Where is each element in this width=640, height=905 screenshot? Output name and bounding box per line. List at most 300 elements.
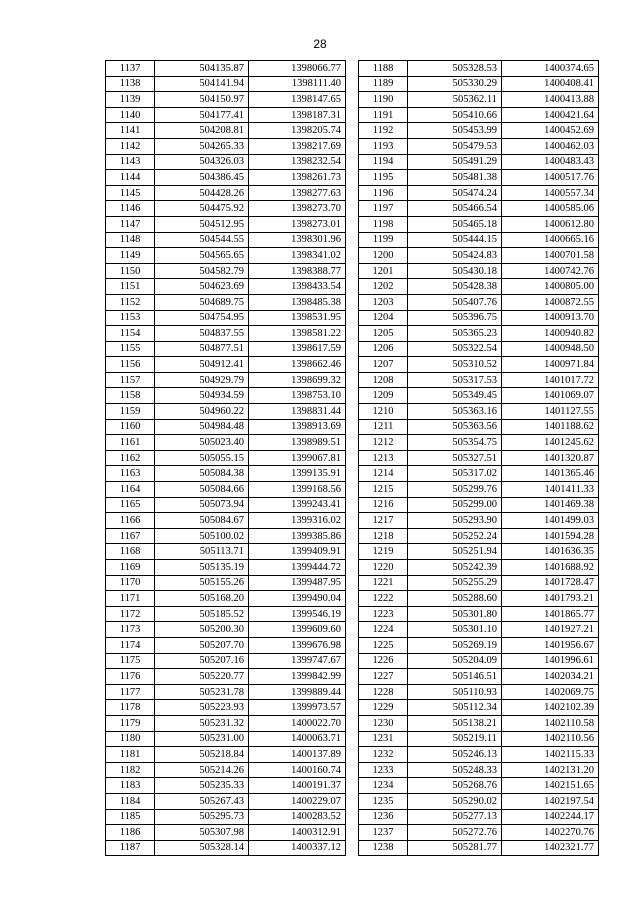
y-coordinate-cell: 1400665.16 xyxy=(501,232,598,248)
table-row xyxy=(359,622,599,638)
y-coordinate-cell: 1401365.46 xyxy=(501,466,598,482)
table-row xyxy=(106,279,346,295)
point-number-cell: 1226 xyxy=(359,653,408,669)
y-coordinate-cell: 1398147.65 xyxy=(248,92,345,108)
y-coordinate-cell: 1402110.58 xyxy=(501,715,598,731)
table-row xyxy=(359,653,599,669)
point-number-cell: 1232 xyxy=(359,747,408,763)
table-row xyxy=(359,669,599,685)
table-row xyxy=(106,747,346,763)
coordinates-table-right xyxy=(358,60,599,856)
x-coordinate-cell: 505231.00 xyxy=(155,731,249,747)
point-number-cell: 1223 xyxy=(359,606,408,622)
x-coordinate-cell: 504512.95 xyxy=(155,216,249,232)
point-number-cell: 1183 xyxy=(106,778,155,794)
x-coordinate-cell: 504837.55 xyxy=(155,326,249,342)
point-number-cell: 1224 xyxy=(359,622,408,638)
x-coordinate-cell: 505317.53 xyxy=(408,372,502,388)
point-number-cell: 1179 xyxy=(106,715,155,731)
table-row xyxy=(106,497,346,513)
point-number-cell: 1171 xyxy=(106,591,155,607)
point-number-cell: 1147 xyxy=(106,216,155,232)
table-row xyxy=(359,357,599,373)
x-coordinate-cell: 504754.95 xyxy=(155,310,249,326)
x-coordinate-cell: 505248.33 xyxy=(408,762,502,778)
y-coordinate-cell: 1398485.38 xyxy=(248,294,345,310)
x-coordinate-cell: 505267.43 xyxy=(155,793,249,809)
x-coordinate-cell: 505354.75 xyxy=(408,435,502,451)
point-number-cell: 1165 xyxy=(106,497,155,513)
point-number-cell: 1225 xyxy=(359,637,408,653)
table-row xyxy=(359,263,599,279)
point-number-cell: 1210 xyxy=(359,404,408,420)
point-number-cell: 1203 xyxy=(359,294,408,310)
y-coordinate-cell: 1400913.70 xyxy=(501,310,598,326)
table-row xyxy=(359,825,599,841)
y-coordinate-cell: 1401320.87 xyxy=(501,450,598,466)
point-number-cell: 1161 xyxy=(106,435,155,451)
y-coordinate-cell: 1401793.21 xyxy=(501,591,598,607)
y-coordinate-cell: 1399676.98 xyxy=(248,637,345,653)
x-coordinate-cell: 505322.54 xyxy=(408,341,502,357)
x-coordinate-cell: 505327.51 xyxy=(408,450,502,466)
x-coordinate-cell: 505135.19 xyxy=(155,560,249,576)
point-number-cell: 1217 xyxy=(359,513,408,529)
table-row xyxy=(359,216,599,232)
x-coordinate-cell: 504428.26 xyxy=(155,185,249,201)
y-coordinate-cell: 1401594.28 xyxy=(501,528,598,544)
point-number-cell: 1181 xyxy=(106,747,155,763)
point-number-cell: 1170 xyxy=(106,575,155,591)
y-coordinate-cell: 1398341.02 xyxy=(248,248,345,264)
y-coordinate-cell: 1400374.65 xyxy=(501,61,598,77)
y-coordinate-cell: 1398217.69 xyxy=(248,138,345,154)
point-number-cell: 1149 xyxy=(106,248,155,264)
x-coordinate-cell: 504912.41 xyxy=(155,357,249,373)
point-number-cell: 1219 xyxy=(359,544,408,560)
y-coordinate-cell: 1400137.89 xyxy=(248,747,345,763)
y-coordinate-cell: 1402131.20 xyxy=(501,762,598,778)
table-row xyxy=(106,606,346,622)
x-coordinate-cell: 505453.99 xyxy=(408,123,502,139)
y-coordinate-cell: 1400585.06 xyxy=(501,201,598,217)
table-row xyxy=(106,840,346,856)
point-number-cell: 1198 xyxy=(359,216,408,232)
table-row xyxy=(359,762,599,778)
coordinates-table-left xyxy=(105,60,346,856)
table-row xyxy=(106,138,346,154)
x-coordinate-cell: 505218.84 xyxy=(155,747,249,763)
y-coordinate-cell: 1402151.65 xyxy=(501,778,598,794)
x-coordinate-cell: 505242.39 xyxy=(408,560,502,576)
point-number-cell: 1202 xyxy=(359,279,408,295)
y-coordinate-cell: 1398261.73 xyxy=(248,170,345,186)
point-number-cell: 1142 xyxy=(106,138,155,154)
point-number-cell: 1213 xyxy=(359,450,408,466)
point-number-cell: 1151 xyxy=(106,279,155,295)
x-coordinate-cell: 505410.66 xyxy=(408,107,502,123)
x-coordinate-cell: 505100.02 xyxy=(155,528,249,544)
x-coordinate-cell: 505251.94 xyxy=(408,544,502,560)
y-coordinate-cell: 1400940.82 xyxy=(501,326,598,342)
point-number-cell: 1197 xyxy=(359,201,408,217)
y-coordinate-cell: 1398581.22 xyxy=(248,326,345,342)
x-coordinate-cell: 504177.41 xyxy=(155,107,249,123)
y-coordinate-cell: 1399385.86 xyxy=(248,528,345,544)
x-coordinate-cell: 505220.77 xyxy=(155,669,249,685)
x-coordinate-cell: 505474.24 xyxy=(408,185,502,201)
x-coordinate-cell: 504929.79 xyxy=(155,372,249,388)
table-row xyxy=(359,482,599,498)
table-row xyxy=(106,637,346,653)
x-coordinate-cell: 505269.19 xyxy=(408,637,502,653)
point-number-cell: 1153 xyxy=(106,310,155,326)
y-coordinate-cell: 1402034.21 xyxy=(501,669,598,685)
y-coordinate-cell: 1400283.52 xyxy=(248,809,345,825)
table-row xyxy=(106,107,346,123)
table-row xyxy=(359,528,599,544)
point-number-cell: 1230 xyxy=(359,715,408,731)
point-number-cell: 1233 xyxy=(359,762,408,778)
table-row xyxy=(106,263,346,279)
y-coordinate-cell: 1399135.91 xyxy=(248,466,345,482)
x-coordinate-cell: 505444.15 xyxy=(408,232,502,248)
y-coordinate-cell: 1398913.69 xyxy=(248,419,345,435)
table-row xyxy=(106,528,346,544)
table-row xyxy=(359,404,599,420)
table-row xyxy=(359,840,599,856)
y-coordinate-cell: 1401927.21 xyxy=(501,622,598,638)
y-coordinate-cell: 1398277.63 xyxy=(248,185,345,201)
y-coordinate-cell: 1401728.47 xyxy=(501,575,598,591)
point-number-cell: 1162 xyxy=(106,450,155,466)
x-coordinate-cell: 505362.11 xyxy=(408,92,502,108)
x-coordinate-cell: 505481.38 xyxy=(408,170,502,186)
point-number-cell: 1138 xyxy=(106,76,155,92)
table-row xyxy=(106,419,346,435)
point-number-cell: 1216 xyxy=(359,497,408,513)
y-coordinate-cell: 1399747.67 xyxy=(248,653,345,669)
y-coordinate-cell: 1402110.56 xyxy=(501,731,598,747)
point-number-cell: 1145 xyxy=(106,185,155,201)
point-number-cell: 1205 xyxy=(359,326,408,342)
x-coordinate-cell: 505168.20 xyxy=(155,591,249,607)
point-number-cell: 1194 xyxy=(359,154,408,170)
table-row xyxy=(106,170,346,186)
x-coordinate-cell: 505073.94 xyxy=(155,497,249,513)
table-row xyxy=(359,575,599,591)
table-row xyxy=(106,76,346,92)
y-coordinate-cell: 1400805.00 xyxy=(501,279,598,295)
x-coordinate-cell: 504623.69 xyxy=(155,279,249,295)
x-coordinate-cell: 505328.53 xyxy=(408,61,502,77)
point-number-cell: 1144 xyxy=(106,170,155,186)
table-row xyxy=(359,326,599,342)
point-number-cell: 1164 xyxy=(106,482,155,498)
table-row xyxy=(359,684,599,700)
y-coordinate-cell: 1400557.34 xyxy=(501,185,598,201)
y-coordinate-cell: 1400421.64 xyxy=(501,107,598,123)
point-number-cell: 1231 xyxy=(359,731,408,747)
y-coordinate-cell: 1400063.71 xyxy=(248,731,345,747)
x-coordinate-cell: 505268.76 xyxy=(408,778,502,794)
table-row xyxy=(106,715,346,731)
table-row xyxy=(106,762,346,778)
table-row xyxy=(106,482,346,498)
point-number-cell: 1193 xyxy=(359,138,408,154)
point-number-cell: 1154 xyxy=(106,326,155,342)
y-coordinate-cell: 1399168.56 xyxy=(248,482,345,498)
point-number-cell: 1200 xyxy=(359,248,408,264)
x-coordinate-cell: 505363.56 xyxy=(408,419,502,435)
point-number-cell: 1182 xyxy=(106,762,155,778)
y-coordinate-cell: 1400408.41 xyxy=(501,76,598,92)
point-number-cell: 1143 xyxy=(106,154,155,170)
y-coordinate-cell: 1399409.91 xyxy=(248,544,345,560)
table-row xyxy=(359,76,599,92)
x-coordinate-cell: 505407.76 xyxy=(408,294,502,310)
x-coordinate-cell: 505317.02 xyxy=(408,466,502,482)
table-row xyxy=(359,497,599,513)
table-row xyxy=(359,138,599,154)
y-coordinate-cell: 1401865.77 xyxy=(501,606,598,622)
x-coordinate-cell: 504208.81 xyxy=(155,123,249,139)
table-row xyxy=(106,232,346,248)
table-row xyxy=(359,185,599,201)
y-coordinate-cell: 1399316.02 xyxy=(248,513,345,529)
table-row xyxy=(359,372,599,388)
point-number-cell: 1152 xyxy=(106,294,155,310)
table-row xyxy=(106,248,346,264)
point-number-cell: 1229 xyxy=(359,700,408,716)
table-row xyxy=(359,341,599,357)
point-number-cell: 1227 xyxy=(359,669,408,685)
x-coordinate-cell: 505281.77 xyxy=(408,840,502,856)
point-number-cell: 1146 xyxy=(106,201,155,217)
point-number-cell: 1141 xyxy=(106,123,155,139)
x-coordinate-cell: 504565.65 xyxy=(155,248,249,264)
point-number-cell: 1159 xyxy=(106,404,155,420)
point-number-cell: 1166 xyxy=(106,513,155,529)
point-number-cell: 1196 xyxy=(359,185,408,201)
table-row xyxy=(106,154,346,170)
y-coordinate-cell: 1398273.70 xyxy=(248,201,345,217)
y-coordinate-cell: 1399490.04 xyxy=(248,591,345,607)
x-coordinate-cell: 505479.53 xyxy=(408,138,502,154)
x-coordinate-cell: 505288.60 xyxy=(408,591,502,607)
y-coordinate-cell: 1400413.88 xyxy=(501,92,598,108)
point-number-cell: 1238 xyxy=(359,840,408,856)
table-row xyxy=(106,201,346,217)
y-coordinate-cell: 1399487.95 xyxy=(248,575,345,591)
x-coordinate-cell: 505112.34 xyxy=(408,700,502,716)
x-coordinate-cell: 505235.33 xyxy=(155,778,249,794)
y-coordinate-cell: 1399444.72 xyxy=(248,560,345,576)
y-coordinate-cell: 1401956.67 xyxy=(501,637,598,653)
x-coordinate-cell: 505231.78 xyxy=(155,684,249,700)
x-coordinate-cell: 505200.30 xyxy=(155,622,249,638)
y-coordinate-cell: 1402102.39 xyxy=(501,700,598,716)
x-coordinate-cell: 504265.33 xyxy=(155,138,249,154)
y-coordinate-cell: 1402115.33 xyxy=(501,747,598,763)
x-coordinate-cell: 505155.26 xyxy=(155,575,249,591)
table-row xyxy=(359,450,599,466)
point-number-cell: 1169 xyxy=(106,560,155,576)
point-number-cell: 1163 xyxy=(106,466,155,482)
point-number-cell: 1157 xyxy=(106,372,155,388)
y-coordinate-cell: 1402197.54 xyxy=(501,793,598,809)
y-coordinate-cell: 1401469.38 xyxy=(501,497,598,513)
y-coordinate-cell: 1398232.54 xyxy=(248,154,345,170)
x-coordinate-cell: 505430.18 xyxy=(408,263,502,279)
point-number-cell: 1172 xyxy=(106,606,155,622)
table-row xyxy=(106,61,346,77)
y-coordinate-cell: 1398066.77 xyxy=(248,61,345,77)
point-number-cell: 1188 xyxy=(359,61,408,77)
table-row xyxy=(106,357,346,373)
table-row xyxy=(106,435,346,451)
table-row xyxy=(106,622,346,638)
table-row xyxy=(359,123,599,139)
point-number-cell: 1184 xyxy=(106,793,155,809)
x-coordinate-cell: 505277.13 xyxy=(408,809,502,825)
x-coordinate-cell: 504984.48 xyxy=(155,419,249,435)
table-row xyxy=(106,216,346,232)
point-number-cell: 1207 xyxy=(359,357,408,373)
table-row xyxy=(106,404,346,420)
point-number-cell: 1190 xyxy=(359,92,408,108)
point-number-cell: 1206 xyxy=(359,341,408,357)
x-coordinate-cell: 505146.51 xyxy=(408,669,502,685)
table-row xyxy=(359,61,599,77)
y-coordinate-cell: 1400872.55 xyxy=(501,294,598,310)
table-row xyxy=(106,700,346,716)
x-coordinate-cell: 505219.11 xyxy=(408,731,502,747)
table-row xyxy=(359,778,599,794)
table-row xyxy=(359,560,599,576)
y-coordinate-cell: 1400462.03 xyxy=(501,138,598,154)
y-coordinate-cell: 1400742.76 xyxy=(501,263,598,279)
x-coordinate-cell: 504934.59 xyxy=(155,388,249,404)
point-number-cell: 1204 xyxy=(359,310,408,326)
x-coordinate-cell: 505272.76 xyxy=(408,825,502,841)
y-coordinate-cell: 1400483.43 xyxy=(501,154,598,170)
y-coordinate-cell: 1400517.76 xyxy=(501,170,598,186)
table-row xyxy=(106,544,346,560)
x-coordinate-cell: 504386.45 xyxy=(155,170,249,186)
table-row xyxy=(359,700,599,716)
x-coordinate-cell: 505293.90 xyxy=(408,513,502,529)
x-coordinate-cell: 505255.29 xyxy=(408,575,502,591)
y-coordinate-cell: 1398831.44 xyxy=(248,404,345,420)
y-coordinate-cell: 1401017.72 xyxy=(501,372,598,388)
y-coordinate-cell: 1401188.62 xyxy=(501,419,598,435)
point-number-cell: 1176 xyxy=(106,669,155,685)
point-number-cell: 1237 xyxy=(359,825,408,841)
y-coordinate-cell: 1398273.01 xyxy=(248,216,345,232)
point-number-cell: 1167 xyxy=(106,528,155,544)
y-coordinate-cell: 1401636.35 xyxy=(501,544,598,560)
table-row xyxy=(106,92,346,108)
x-coordinate-cell: 505023.40 xyxy=(155,435,249,451)
table-row xyxy=(106,684,346,700)
y-coordinate-cell: 1401245.62 xyxy=(501,435,598,451)
y-coordinate-cell: 1402069.75 xyxy=(501,684,598,700)
point-number-cell: 1214 xyxy=(359,466,408,482)
x-coordinate-cell: 504326.03 xyxy=(155,154,249,170)
table-row xyxy=(359,591,599,607)
x-coordinate-cell: 505428.38 xyxy=(408,279,502,295)
y-coordinate-cell: 1398662.46 xyxy=(248,357,345,373)
x-coordinate-cell: 505204.09 xyxy=(408,653,502,669)
x-coordinate-cell: 504135.87 xyxy=(155,61,249,77)
table-row xyxy=(359,154,599,170)
table-row xyxy=(106,809,346,825)
table-row xyxy=(106,513,346,529)
y-coordinate-cell: 1400612.80 xyxy=(501,216,598,232)
point-number-cell: 1192 xyxy=(359,123,408,139)
table-row xyxy=(359,232,599,248)
x-coordinate-cell: 504150.97 xyxy=(155,92,249,108)
table-row xyxy=(359,606,599,622)
table-row xyxy=(106,669,346,685)
table-row xyxy=(106,560,346,576)
table-row xyxy=(359,747,599,763)
y-coordinate-cell: 1398388.77 xyxy=(248,263,345,279)
point-number-cell: 1155 xyxy=(106,341,155,357)
point-number-cell: 1222 xyxy=(359,591,408,607)
y-coordinate-cell: 1399546.19 xyxy=(248,606,345,622)
point-number-cell: 1139 xyxy=(106,92,155,108)
point-number-cell: 1211 xyxy=(359,419,408,435)
page-number: 28 xyxy=(313,37,327,51)
table-row xyxy=(359,637,599,653)
table-row xyxy=(106,123,346,139)
y-coordinate-cell: 1399889.44 xyxy=(248,684,345,700)
y-coordinate-cell: 1401499.03 xyxy=(501,513,598,529)
table-row xyxy=(106,185,346,201)
x-coordinate-cell: 505301.10 xyxy=(408,622,502,638)
y-coordinate-cell: 1398531.95 xyxy=(248,310,345,326)
point-number-cell: 1178 xyxy=(106,700,155,716)
table-row xyxy=(359,248,599,264)
table-row xyxy=(106,591,346,607)
point-number-cell: 1137 xyxy=(106,61,155,77)
y-coordinate-cell: 1401688.92 xyxy=(501,560,598,576)
x-coordinate-cell: 505138.21 xyxy=(408,715,502,731)
table-row xyxy=(359,279,599,295)
y-coordinate-cell: 1399973.57 xyxy=(248,700,345,716)
x-coordinate-cell: 505207.70 xyxy=(155,637,249,653)
y-coordinate-cell: 1398699.32 xyxy=(248,372,345,388)
table-row xyxy=(359,419,599,435)
table-row xyxy=(106,310,346,326)
point-number-cell: 1208 xyxy=(359,372,408,388)
x-coordinate-cell: 505301.80 xyxy=(408,606,502,622)
y-coordinate-cell: 1399243.41 xyxy=(248,497,345,513)
table-row xyxy=(359,809,599,825)
x-coordinate-cell: 505466.54 xyxy=(408,201,502,217)
x-coordinate-cell: 505214.26 xyxy=(155,762,249,778)
y-coordinate-cell: 1398205.74 xyxy=(248,123,345,139)
x-coordinate-cell: 505207.16 xyxy=(155,653,249,669)
x-coordinate-cell: 505299.76 xyxy=(408,482,502,498)
y-coordinate-cell: 1399842.99 xyxy=(248,669,345,685)
table-row xyxy=(106,778,346,794)
x-coordinate-cell: 505491.29 xyxy=(408,154,502,170)
y-coordinate-cell: 1398433.54 xyxy=(248,279,345,295)
x-coordinate-cell: 504544.55 xyxy=(155,232,249,248)
